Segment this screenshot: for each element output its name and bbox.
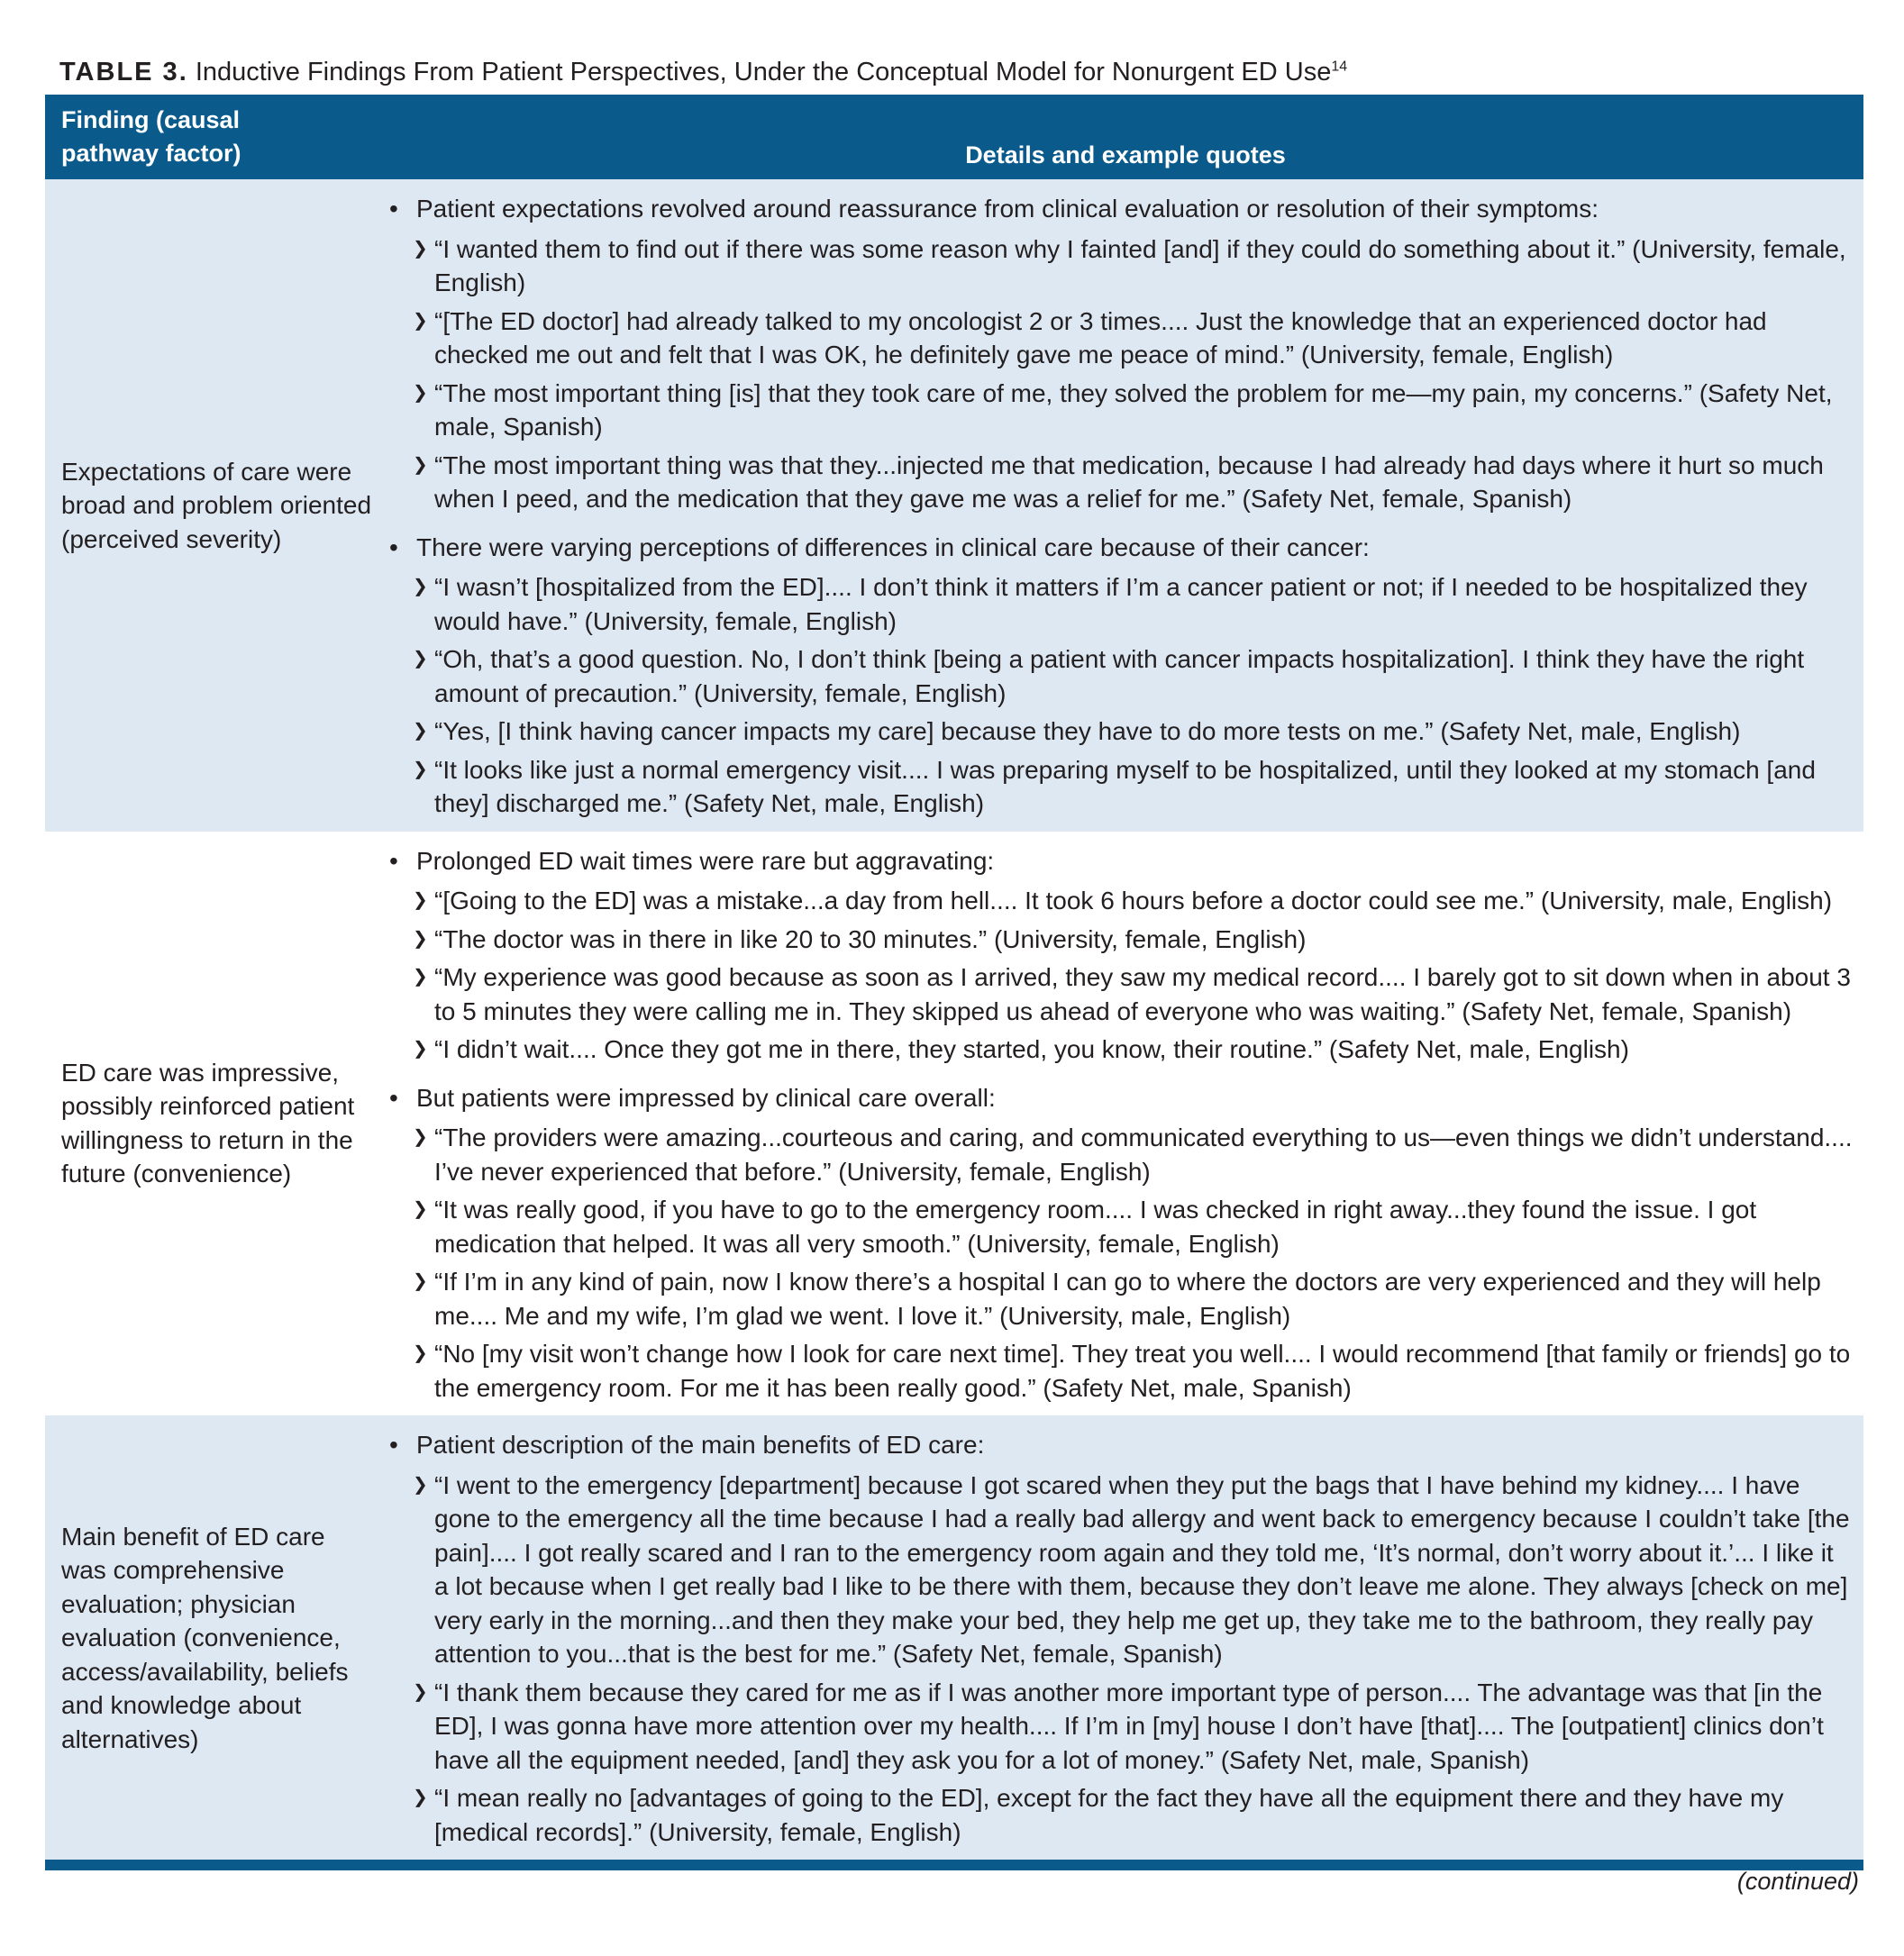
details-cell [387, 179, 1863, 832]
quote-item: ❯ “I mean really no [advantages of going to the ED], except for the fact they have all the equipment there and they have my [medical records].” (University, female, English) [387, 1781, 1854, 1849]
chevron-right-icon: ❯ [413, 721, 428, 741]
reference-superscript: 14 [1331, 59, 1348, 75]
quote-item: ❯ “I thank them because they cared for me as if I was another more important type of person.... The advantage was that [in the ED], I was gonna have more attention over my health.... If I’m in [my] house I don’t have [that].... The [outpatient] clinics don’t have all the equipment needed, [and] they ask you for a lot of money.” (Safety Net, male, Spanish) [387, 1676, 1854, 1778]
quote-item: ❯ “The most important thing [is] that they took care of me, they solved the problem for me—my pain, my concerns.” (Safety Net, male, Spanish) [387, 377, 1854, 444]
quote-item: ❯ “My experience was good because as soon as I arrived, they saw my medical record.... I barely got to sit down when in about 3 to 5 minutes they were calling me in. They skipped us ahead of everyone who was waiting.” (Safety Net, female, Spanish) [387, 960, 1854, 1028]
quote-item: ❯ “The providers were amazing...courteous and caring, and communicated everything to us—even things we didn’t understand.... I’ve never experienced that before.” (University, female, English) [387, 1121, 1854, 1188]
quote-item: ❯ “Oh, that’s a good question. No, I don’t think [being a patient with cancer impacts hospitalization]. I think they have the right amount of precaution.” (University, female, English) [387, 642, 1854, 710]
details-cell [387, 1415, 1863, 1860]
table-row [45, 1415, 1863, 1860]
quote-item: ❯ “No [my visit won’t change how I look for care next time]. They treat you well.... I would recommend [that family or friends] go to the emergency room. For me it has been really good.” (Safety Net, male, Spanish) [387, 1337, 1854, 1405]
bullet-point: • Patient expectations revolved around reassurance from clinical evaluation or resolution of their symptoms: [389, 195, 1599, 223]
chevron-right-icon: ❯ [413, 1271, 428, 1291]
findings-table [45, 95, 1863, 1870]
finding-cell: Expectations of care were broad and problem oriented (perceived severity) [61, 457, 372, 553]
quote-item: ❯ “Yes, [I think having cancer impacts my care] because they have to do more tests on me.” (Safety Net, male, English) [387, 714, 1854, 749]
chevron-right-icon: ❯ [413, 1343, 428, 1363]
bullet-point: • But patients were impressed by clinical care overall: [389, 1083, 996, 1112]
bullet-point: • Patient description of the main benefits of ED care: [389, 1431, 985, 1459]
finding-cell: ED care was impressive, possibly reinforced patient willingness to return in the future (convenience) [61, 1058, 355, 1188]
chevron-right-icon: ❯ [413, 382, 428, 403]
header-details: Details and example quotes [965, 141, 1286, 168]
chevron-right-icon: ❯ [413, 967, 428, 987]
quote-item: ❯ “I went to the emergency [department] because I got scared when they put the bags that I have behind my kidney.... I have gone to the emergency all the time because I had a really bad allergy and went back to emergency because I couldn’t take [the pain].... I got really scared and I ran to the emergency room again and they told me, ‘It’s normal, don’t worry about it.’... I like it a lot because when I get really bad I like to be there with them, because they don’t leave me alone. They always [check on me] very early in the morning...and then they make your bed, they help me get up, they take me to the bathroom, they really pay attention to you...that is the best for me.” (Safety Net, female, Spanish) [387, 1469, 1854, 1671]
chevron-right-icon: ❯ [413, 1039, 428, 1059]
chevron-right-icon: ❯ [413, 1474, 428, 1495]
table-bottom-rule [45, 1860, 1863, 1870]
table-label: TABLE 3. [59, 58, 188, 86]
continued-note: (continued) [1736, 1868, 1859, 1895]
finding-cell: Main benefit of ED care was comprehensive evaluation; physician evaluation (convenience, access/availability, beliefs and knowledge about alternatives) [61, 1522, 349, 1753]
chevron-right-icon: ❯ [413, 577, 428, 596]
table-header [45, 95, 1863, 179]
chevron-right-icon: ❯ [413, 1681, 428, 1702]
quote-item: ❯ “I wasn’t [hospitalized from the ED].... I don’t think it matters if I’m a cancer patient or not; if I needed to be hospitalized they would have.” (University, female, English) [387, 570, 1854, 638]
header-finding: Finding (causal pathway factor) [61, 106, 241, 167]
bullet-point: • Prolonged ED wait times were rare but aggravating: [389, 846, 995, 875]
quote-item: ❯ “[Going to the ED] was a mistake...a day from hell.... It took 6 hours before a doctor could see me.” (University, male, English) [387, 884, 1854, 918]
quote-item: ❯ “The most important thing was that they...injected me that medication, because I had already had days where it hurt so much when I peed, and the medication that they gave me was a relief for me.” (Safety Net, female, Spanish) [387, 449, 1854, 516]
chevron-right-icon: ❯ [413, 890, 428, 910]
chevron-right-icon: ❯ [413, 759, 428, 779]
chevron-right-icon: ❯ [413, 1199, 428, 1219]
chevron-right-icon: ❯ [413, 928, 428, 949]
chevron-right-icon: ❯ [413, 310, 428, 331]
chevron-right-icon: ❯ [413, 1127, 428, 1147]
quote-item: ❯ “It looks like just a normal emergency visit.... I was preparing myself to be hospitalized, until they looked at my stomach [and they] discharged me.” (Safety Net, male, English) [387, 753, 1854, 821]
table-row [45, 179, 1863, 832]
details-cell [387, 832, 1863, 1416]
quote-item: ❯ “I wanted them to find out if there was some reason why I fainted [and] if they could do something about it.” (University, female, English) [387, 232, 1854, 300]
chevron-right-icon: ❯ [413, 238, 428, 259]
quote-item: ❯ “If I’m in any kind of pain, now I know there’s a hospital I can go to where the doctors are very experienced and they will help me.... Me and my wife, I’m glad we went. I love it.” (University, male, English) [387, 1265, 1854, 1333]
table-title: Inductive Findings From Patient Perspectives, Under the Conceptual Model for Nonurgent ED Use [195, 58, 1332, 86]
quote-item: ❯ “The doctor was in there in like 20 to 30 minutes.” (University, female, English) [387, 923, 1854, 957]
bullet-point: • There were varying perceptions of differences in clinical care because of their cancer: [389, 532, 1370, 561]
quote-item: ❯ “[The ED doctor] had already talked to my oncologist 2 or 3 times.... Just the knowledge that an experienced doctor had checked me out and felt that I was OK, he definitely gave me peace of mind.” (University, female, English) [387, 305, 1854, 372]
quote-item: ❯ “I didn’t wait.... Once they got me in there, they started, you know, their routine.” (Safety Net, male, English) [387, 1033, 1854, 1067]
quote-item: ❯ “It was really good, if you have to go to the emergency room.... I was checked in right away...they found the issue. I got medication that helped. It was all very smooth.” (University, female, English) [387, 1193, 1854, 1260]
chevron-right-icon: ❯ [413, 454, 428, 475]
table-row [45, 832, 1863, 1416]
chevron-right-icon: ❯ [413, 649, 428, 669]
chevron-right-icon: ❯ [413, 1788, 428, 1807]
table-caption [59, 52, 1347, 92]
